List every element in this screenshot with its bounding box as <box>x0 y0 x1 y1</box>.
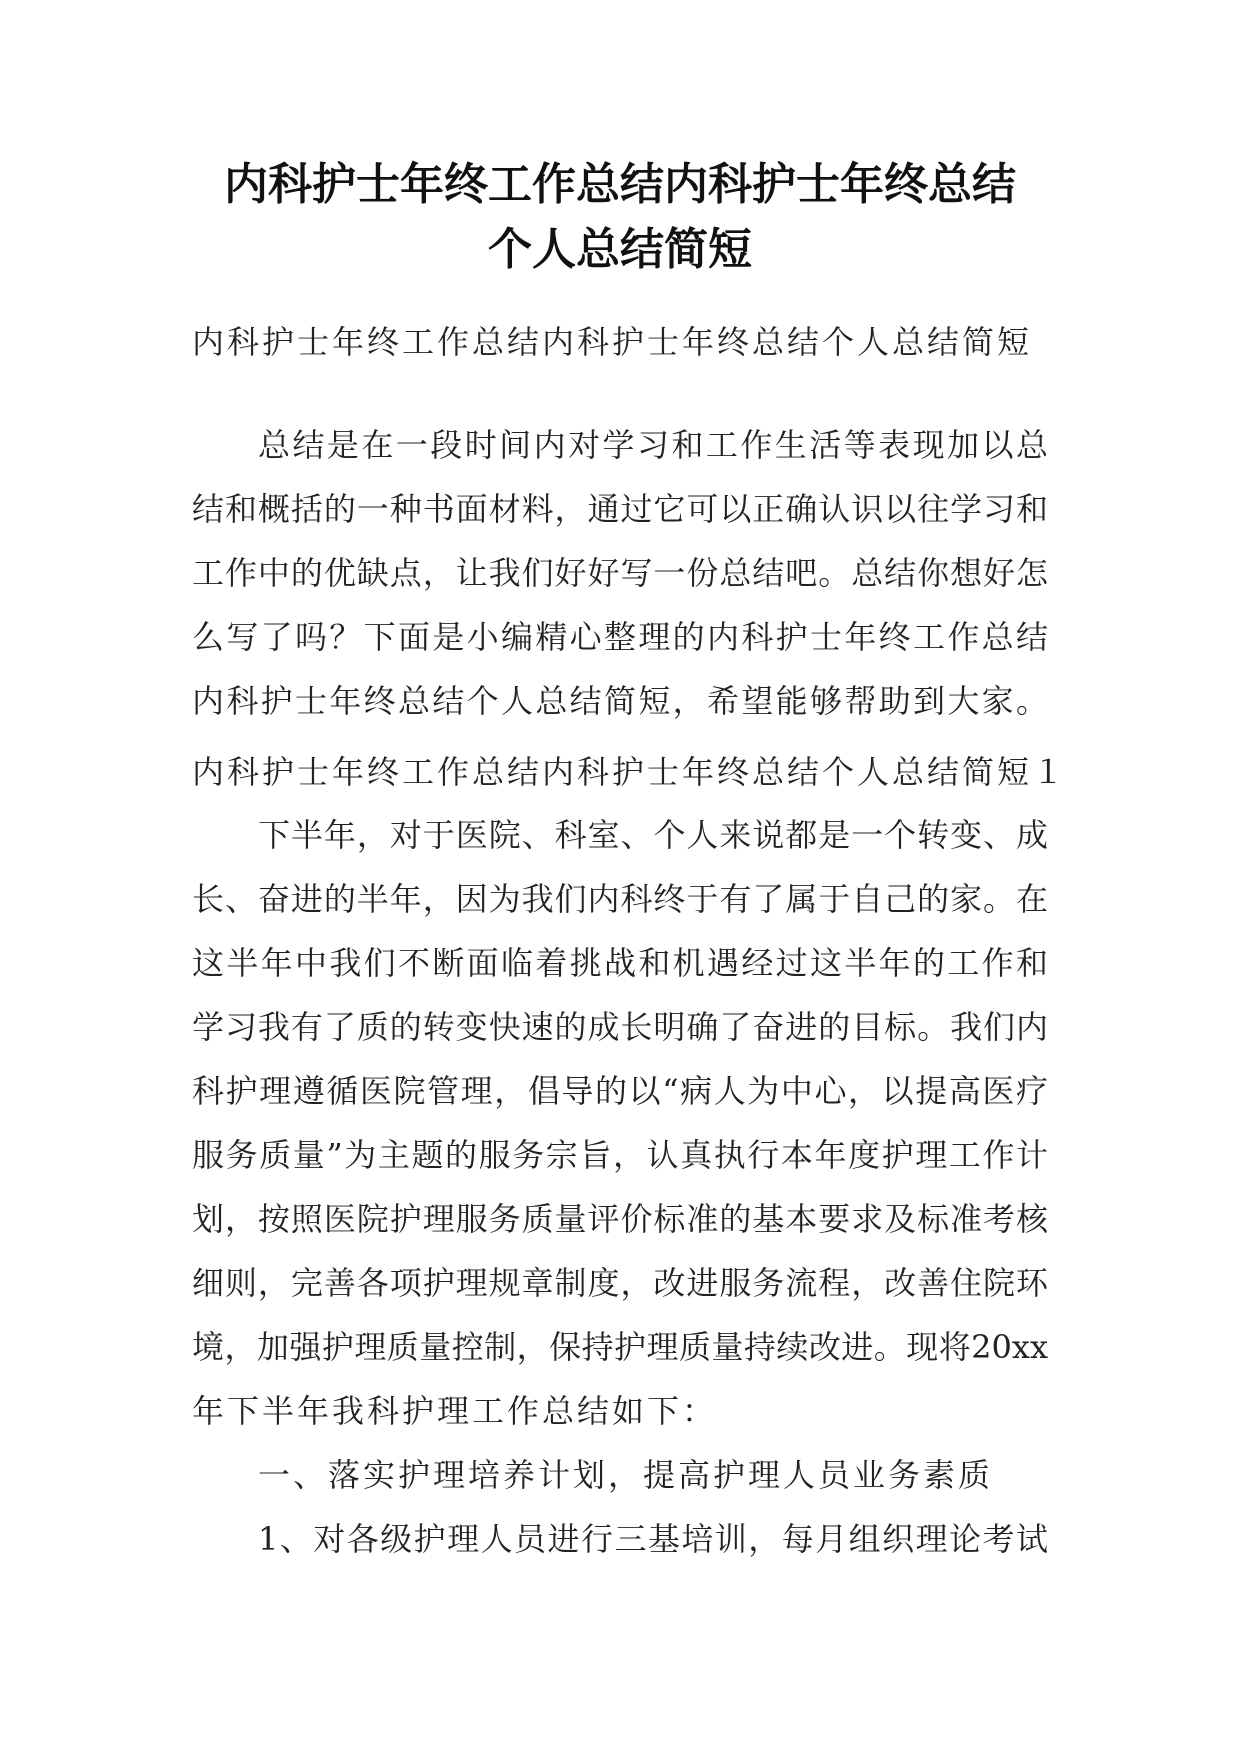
paragraph-line: 这半年中我们不断面临着挑战和机遇经过这半年的工作和 <box>192 944 1048 982</box>
item-paragraph <box>192 1507 1048 1571</box>
document-title <box>150 152 1090 282</box>
section-heading: 内科护士年终工作总结内科护士年终总结个人总结简短１ <box>192 753 1068 791</box>
paragraph-line: 结和概括的一种书面材料，通过它可以正确认识以往学习和 <box>192 490 1048 528</box>
paragraph-line: 总结是在一段时间内对学习和工作生活等表现加以总 <box>258 426 1048 464</box>
paragraph-line: 境，加强护理质量控制，保持护理质量持续改进。现将20xx <box>192 1328 1048 1366</box>
body-paragraph <box>192 803 1048 1443</box>
document-subtitle: 内科护士年终工作总结内科护士年终总结个人总结简短 <box>192 323 1033 361</box>
paragraph-line: 学习我有了质的转变快速的成长明确了奋进的目标。我们内 <box>192 1008 1048 1046</box>
paragraph-line: 细则，完善各项护理规章制度，改进服务流程，改善住院环 <box>192 1264 1048 1302</box>
paragraph-line: 下半年，对于医院、科室、个人来说都是一个转变、成 <box>258 816 1048 854</box>
item-heading: 一、落实护理培养计划，提高护理人员业务素质 <box>258 1456 994 1494</box>
title-line: 个人总结简短 <box>488 224 752 275</box>
paragraph-line: 1、对各级护理人员进行三基培训，每月组织理论考试 <box>258 1520 1048 1558</box>
title-line: 内科护士年终工作总结内科护士年终总结 <box>224 159 1016 210</box>
paragraph-line: 长、奋进的半年，因为我们内科终于有了属于自己的家。在 <box>192 880 1048 918</box>
paragraph-line: 服务质量”为主题的服务宗旨，认真执行本年度护理工作计 <box>192 1136 1048 1174</box>
intro-paragraph <box>192 413 1048 733</box>
paragraph-line: 年下半年我科护理工作总结如下： <box>192 1392 718 1430</box>
paragraph-line: 科护理遵循医院管理，倡导的以“病人为中心，以提高医疗 <box>192 1072 1048 1110</box>
paragraph-line: 工作中的优缺点，让我们好好写一份总结吧。总结你想好怎 <box>192 554 1048 592</box>
paragraph-line: 么写了吗？下面是小编精心整理的内科护士年终工作总结 <box>192 618 1048 656</box>
paragraph-line: 划，按照医院护理服务质量评价标准的基本要求及标准考核 <box>192 1200 1048 1238</box>
paragraph-line: 内科护士年终总结个人总结简短，希望能够帮助到大家。 <box>192 682 1048 720</box>
